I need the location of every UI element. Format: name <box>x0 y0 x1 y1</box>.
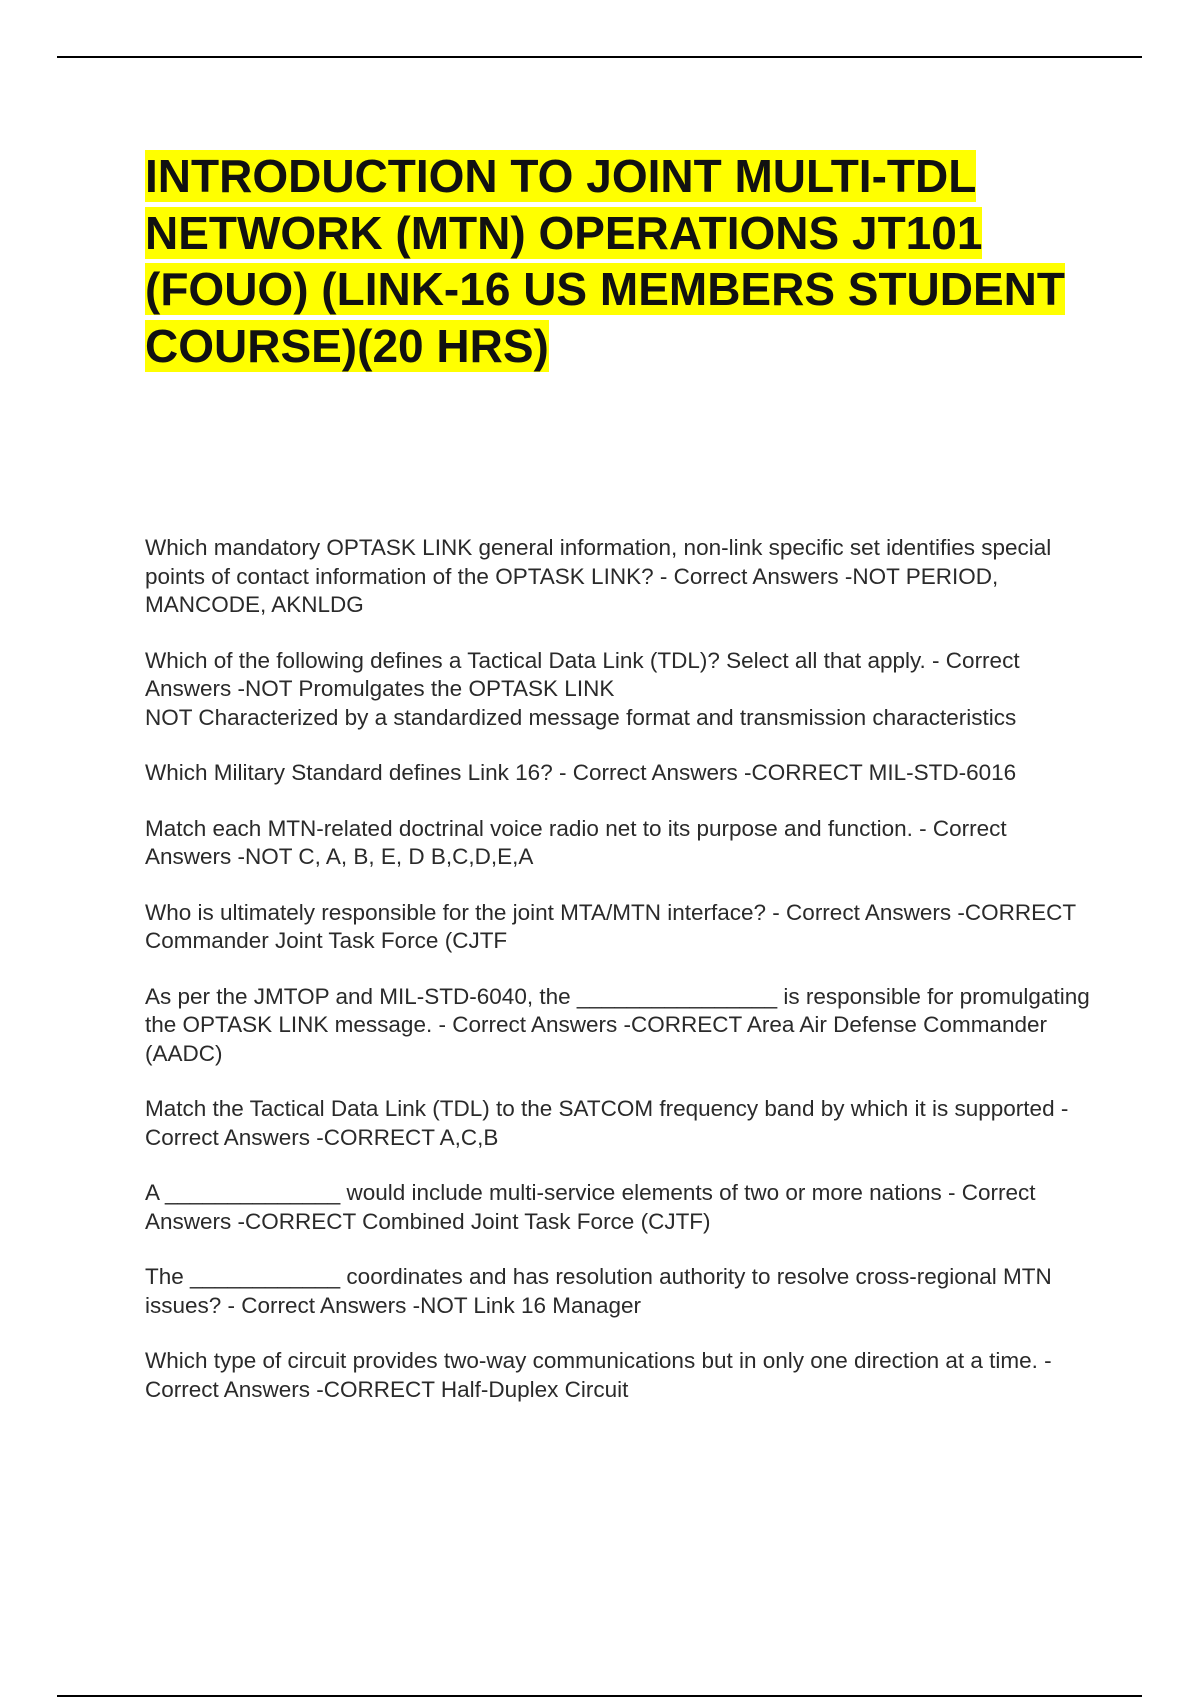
title-block <box>145 148 1075 374</box>
qa-item-3: Which Military Standard defines Link 16? - Correct Answers -CORRECT MIL-STD-6016 <box>145 760 1017 785</box>
qa-item-5: Who is ultimately responsible for the joint MTA/MTN interface? - Correct Answers -CORRECT Commander Joint Task Force (CJTF <box>145 899 1082 953</box>
qa-list <box>145 534 1095 1431</box>
qa-item-4: Match each MTN-related doctrinal voice radio net to its purpose and function. - Correct Answers -NOT C, A, B, E, D B,C,D,E,A <box>145 815 1012 869</box>
qa-item-6: As per the JMTOP and MIL-STD-6040, the ________________ is responsible for promulgating the OPTASK LINK message. - Correct Answers -CORRECT Area Air Defense Commander (AADC) <box>145 983 1097 1066</box>
qa-item-7: Match the Tactical Data Link (TDL) to the SATCOM frequency band by which it is supported - Correct Answers -CORRECT A,C,B <box>145 1096 1075 1150</box>
title-highlight: INTRODUCTION TO JOINT MULTI-TDL NETWORK (MTN) OPERATIONS JT101 (FOUO) (LINK-16 US MEMBERS STUDENT COURSE)(20 HRS) <box>145 150 1065 372</box>
qa-item-2: Which of the following defines a Tactical Data Link (TDL)? Select all that apply. - Correct Answers -NOT Promulgates the OPTASK LINK NOT Characterized by a standardized message format and transmission characteristics <box>145 647 1020 730</box>
top-rule <box>57 56 1142 58</box>
qa-item-8: A ______________ would include multi-service elements of two or more nations - Correct Answers -CORRECT Combined Joint Task Force (CJTF) <box>145 1180 1041 1234</box>
document-title <box>145 148 1075 374</box>
qa-item-10: Which type of circuit provides two-way communications but in only one direction at a time. - Correct Answers -CORRECT Half-Duplex Circuit <box>145 1348 1058 1402</box>
qa-item-1: Which mandatory OPTASK LINK general information, non-link specific set identifies special points of contact information of the OPTASK LINK? - Correct Answers -NOT PERIOD, MANCODE, AKNLDG <box>145 535 1058 617</box>
bottom-rule <box>57 1695 1142 1697</box>
qa-item-9: The ____________ coordinates and has resolution authority to resolve cross-regional MTN issues? - Correct Answers -NOT Link 16 Manager <box>145 1264 1059 1318</box>
